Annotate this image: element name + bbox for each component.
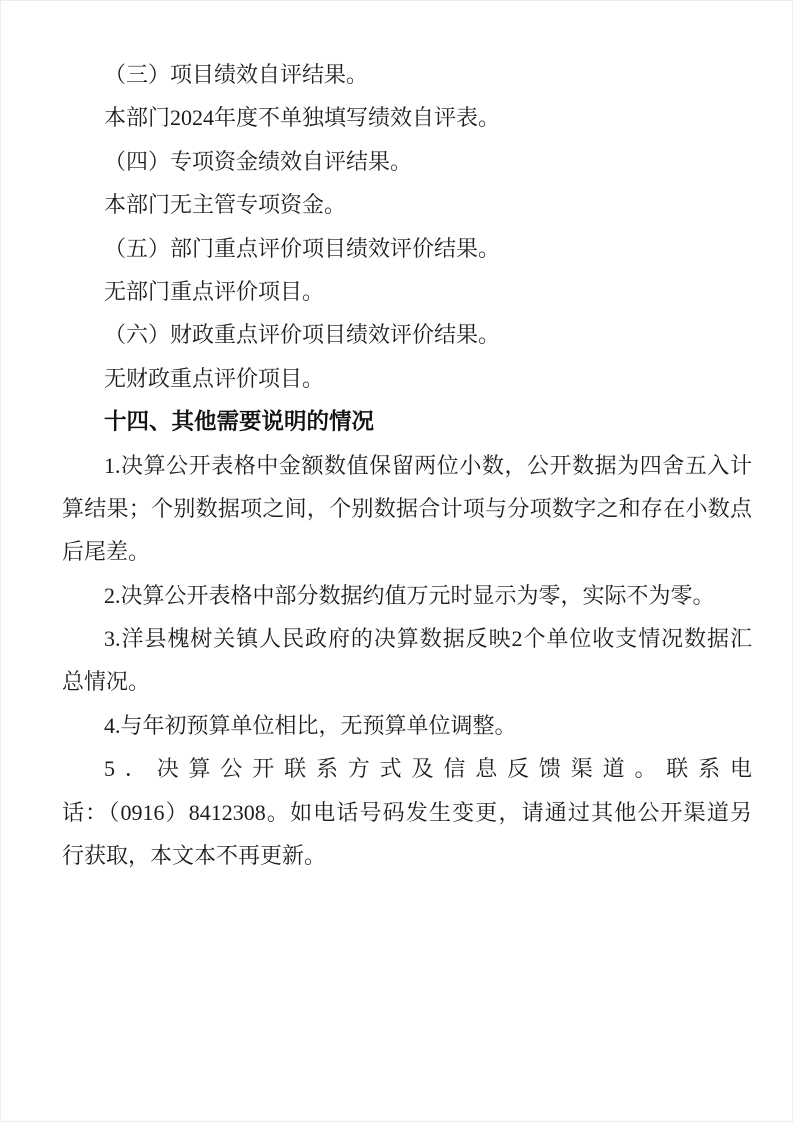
text-line: 无部门重点评价项目。: [104, 278, 325, 304]
text-line: 后尾差。: [62, 539, 151, 565]
text-line: （五）部门重点评价项目绩效评价结果。: [104, 235, 501, 261]
text-line: 2.决算公开表格中部分数据约值万元时显示为零，实际不为零。: [104, 582, 715, 608]
text-line: （六）财政重点评价项目绩效评价结果。: [104, 322, 501, 348]
text-line: 4.与年初预算单位相比，无预算单位调整。: [104, 712, 517, 738]
text-line: 算结果；个别数据项之间，个别数据合计项与分项数字之和存在小数点: [62, 495, 752, 521]
text-line: 话：（0916）8412308。如电话号码发生变更，请通过其他公开渠道另: [62, 799, 752, 825]
text-line: 3.洋县槐树关镇人民政府的决算数据反映2个单位收支情况数据汇: [104, 626, 752, 652]
text-line: 本部门2024年度不单独填写绩效自评表。: [104, 105, 501, 131]
text-line: （四）专项资金绩效自评结果。: [104, 148, 413, 174]
text-line: （三）项目绩效自评结果。: [104, 62, 369, 87]
text-line: 1.决算公开表格中金额数值保留两位小数，公开数据为四舍五入计: [104, 452, 752, 478]
text-line: 总情况。: [62, 669, 151, 695]
text-line: 无财政重点评价项目。: [104, 365, 325, 391]
page-content: [62, 53, 752, 877]
section-heading: 十四、其他需要说明的情况: [104, 409, 375, 435]
text-line: 行获取，本文本不再更新。: [62, 843, 327, 869]
text-line: 本部门无主管专项资金。: [104, 192, 347, 218]
text-line: 5．决算公开联系方式及信息反馈渠道。联系电: [104, 756, 752, 782]
